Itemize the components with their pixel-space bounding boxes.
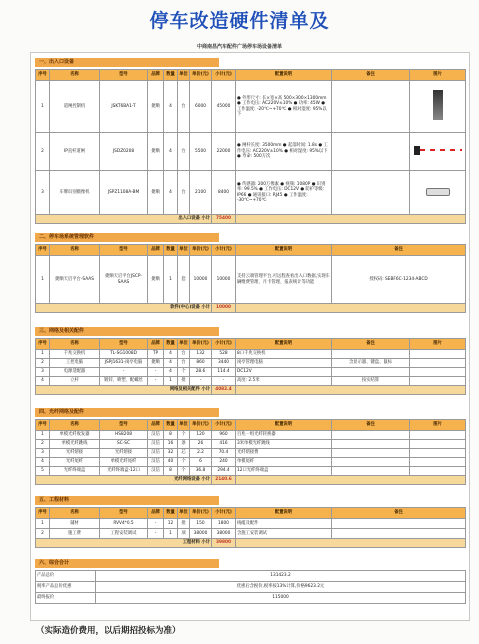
- section-label: 二、停车场系统管理软件: [35, 233, 219, 242]
- section-label: 三、网络及相关配件: [35, 327, 219, 336]
- table-header: [36, 70, 466, 81]
- table-row: 1 捷顺天启平台-SAAS 捷顺天启平台JSCP-SAAS 捷顺 1 套 10000 10000 支持云端管理平台,可远程查看出入口数据,实现车辆缴费管理、月卡管理、报表统计等功能 授权码: SEBF6C-1234-ABCD: [36, 256, 466, 304]
- col-header: 配置说明: [236, 70, 332, 81]
- col-header: 备注: [332, 70, 410, 81]
- table-header: 序号 名称 型号 品牌 数量 单位 单价(元) 小计(元) 配置说明 备注 图片: [36, 420, 466, 431]
- subtotal-row: 工程材料 小计 39800: [36, 539, 466, 548]
- table-row: 3 电源适配器 - - 4 个 28.6 114.4 DC12V: [36, 368, 466, 377]
- table-header: 序号 名称 型号 品牌 数量 单位 单价(元) 小计(元) 配置说明 备注: [36, 245, 466, 256]
- col-header: 单位: [178, 70, 190, 81]
- subtotal-row: 出入口设备 小计 75400: [36, 215, 466, 224]
- subtotal-row: 软件(中心)设备 小计 10000: [36, 304, 466, 313]
- table-row: 1 辅材 RVV4*0.5 - 12 批 150 1800 线缆及配件: [36, 519, 466, 529]
- table-row: 4 光纤尾纤 单模光纤尾纤 汉信 40 个 6 240 单模尾纤: [36, 458, 466, 467]
- camera-image: [410, 171, 466, 215]
- table-row: 2 IP直杆道闸 JSDZ0208 捷顺 4 台 5500 22000 ● 闸杆长度: 3500mm ● 起落时间: 1.8s ● 工作电压: AC220V±10% ● 相对湿度: 95%以下 ● 寿命: 500万次: [36, 133, 466, 171]
- subtotal-row: 网络及相关配件 小计 4082.4: [36, 386, 466, 395]
- table-row: 1 千兆交换机 TL-SG1008D TP 4 台 132 528 8口千兆交换机: [36, 350, 466, 359]
- col-header: 型号: [100, 70, 148, 81]
- summary-row: 产品总价 131423.2: [36, 571, 466, 582]
- table-row: 3 车牌识别摄像机 JSPZ1108A-BM 捷顺 4 台 2100 8400 ● 传感器: 200万像素 ● 视频: 1080P ● 识别率: 99.5% ● 工作电压: DC12V ● 防护等级: IP66 ● 通讯接口: RJ45 ● 工作温度: -30℃~+70℃: [36, 171, 466, 215]
- fiber-table: [35, 419, 466, 485]
- table-row: 1 道闸控制机 JSKT6BA1-T 捷顺 4 台 6000 45000 ● 外形尺寸: 长×宽×高 500×300×1300mm ● 工作电压: AC220V±10% ● 功率: 45W ● 工作温度: -20℃~+70℃ ● 相对湿度: 95%以下: [36, 81, 466, 133]
- col-header: 品牌: [148, 70, 164, 81]
- table-row: 3 光纤熔接 光纤熔接 汉信 32 芯 2.2 70.4 光纤熔接费: [36, 449, 466, 458]
- col-header: 小计(元): [212, 70, 236, 81]
- section-label: 四、光纤网络及配件: [35, 408, 219, 417]
- document-subtitle: 中商南昌汽车配件广场停车场设备清单: [196, 44, 282, 50]
- summary-row: 税率产品总价优惠 优惠后含税价,税率按13%计算,价格9623.2元: [36, 582, 466, 593]
- section-label: 六、综合合计: [35, 559, 219, 568]
- equipment-table: [35, 69, 466, 224]
- network-table: [35, 338, 466, 395]
- table-row: 2 施工费 工程安装调试 - 1 项 38000 38000 含施工安装调试: [36, 529, 466, 539]
- table-row: 2 工控电脑 JSPJ1631-岗亭电脑 捷顺 4 台 860 3440 岗亭管理电脑 含显示器、键盘、鼠标: [36, 359, 466, 368]
- table-row: 4 立杆 镀锌、喷塑、配螺丝 - 1 批 - - 高度: 2.5米 按实结算: [36, 377, 466, 386]
- table-header: 序号 名称 型号 品牌 数量 单位 单价(元) 小计(元) 配置说明 备注 图片: [36, 339, 466, 350]
- materials-table: [35, 507, 466, 548]
- col-header: 图片: [410, 70, 466, 81]
- table-row: 1 单模光纤收发器 HS8208 汉信 8 个 120 960 百兆一组光纤转换器: [36, 431, 466, 440]
- footer-note: （实际造价费用，以后期招投标为准）: [36, 626, 181, 636]
- section-label: 一、出入口设备: [35, 58, 219, 67]
- gate-image: [410, 133, 466, 171]
- section-label: 五、工程材料: [35, 496, 219, 505]
- col-header: 单价(元): [190, 70, 212, 81]
- sheet: [30, 52, 470, 621]
- barrier-image: [410, 81, 466, 133]
- table-row: 2 单模光纤跳线 SC-SC 汉信 16 条 26 416 3米单模光纤跳线: [36, 440, 466, 449]
- software-table: [35, 244, 466, 313]
- col-header: 序号: [36, 70, 50, 81]
- col-header: 名称: [50, 70, 100, 81]
- table-row: 5 光纤终端盒 光纤终端盒-12口 汉信 8 个 36.8 294.4 12口光纤终端盒: [36, 467, 466, 476]
- col-header: 数量: [164, 70, 178, 81]
- document-title: 停车改造硬件清单及: [149, 10, 330, 32]
- table-header: 序号 名称 型号 品牌 数量 单位 单价(元) 小计(元) 配置说明 备注: [36, 508, 466, 519]
- summary-row: 最终报价 115000: [36, 593, 466, 604]
- subtotal-row: 光纤网络设备 小计 2140.6: [36, 476, 466, 485]
- summary-table: [35, 570, 466, 604]
